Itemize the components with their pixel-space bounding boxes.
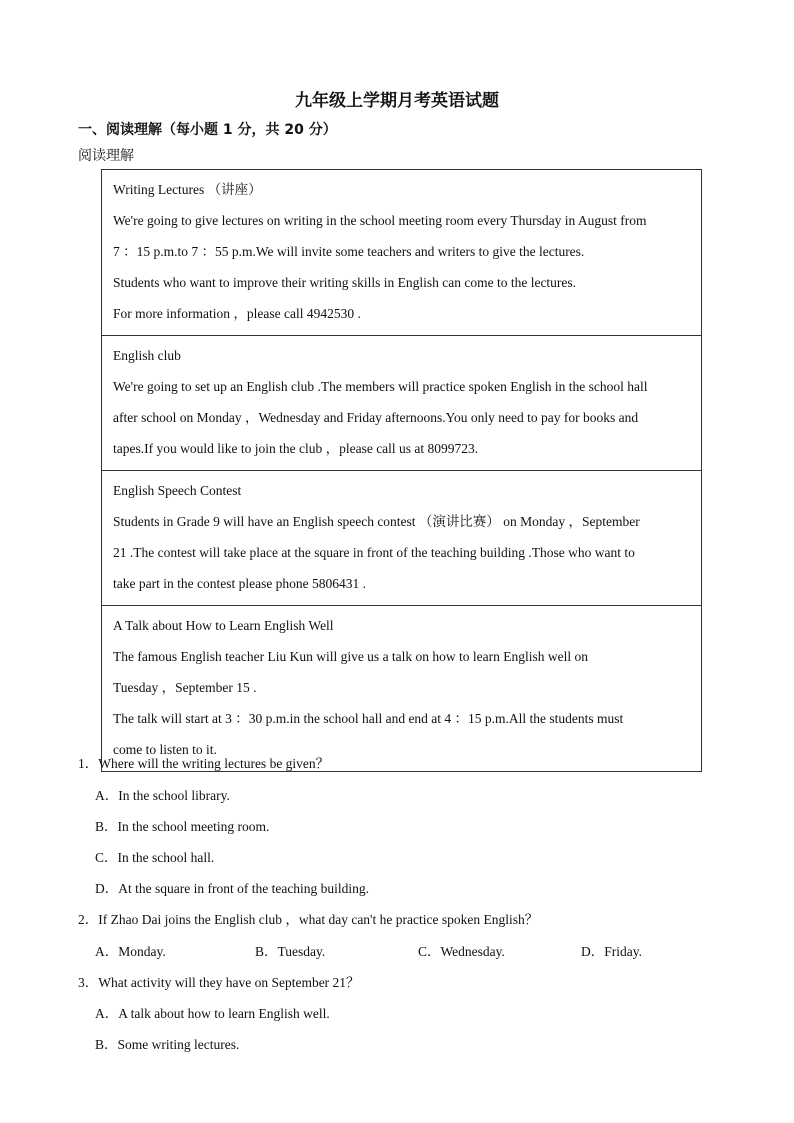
q3-option-a[interactable]: A．A talk about how to learn English well. <box>95 1006 330 1021</box>
notice-line: take part in the contest please phone 5806431 . <box>113 576 367 591</box>
notice-line: come to listen to it. <box>113 742 217 757</box>
notice-line: The famous English teacher Liu Kun will give us a talk on how to learn English well on <box>113 649 589 664</box>
notice-line: 7 ：15 p.m.to 7 ：55 p.m.We will invite some teachers and writers to give the lectures. <box>113 244 585 259</box>
page-title: 九年级上学期月考英语试题 <box>295 91 499 111</box>
notice-line: Tuesday ，September 15 . <box>113 680 257 695</box>
q1-option-b[interactable]: B．In the school meeting room. <box>95 819 270 834</box>
notice-line: For more information ，please call 4942530 . <box>113 306 361 321</box>
notice-writing-lectures <box>102 170 701 336</box>
q2-option-d[interactable]: D．Friday. <box>581 944 642 959</box>
notice-heading: A Talk about How to Learn English Well <box>113 618 334 633</box>
q1-option-d[interactable]: D．At the square in front of the teaching building. <box>95 881 370 896</box>
notice-speech-contest <box>102 471 701 606</box>
notice-line: We're going to give lectures on writing in the school meeting room every Thursday in August from <box>113 213 647 228</box>
section-heading: 一、阅读理解（每小题 1 分，共 20 分） <box>78 122 337 138</box>
q2-option-a[interactable]: A．Monday. <box>95 944 166 959</box>
q2-option-b[interactable]: B．Tuesday. <box>255 944 326 959</box>
notice-line: after school on Monday ，Wednesday and Friday afternoons.You only need to pay for books and <box>113 410 639 425</box>
notice-heading: English club <box>113 348 181 363</box>
notices-table <box>101 169 702 772</box>
question-3: 3．What activity will they have on September 21？ <box>78 975 360 990</box>
notice-line: Students in Grade 9 will have an English speech contest （演讲比赛） on Monday ，September <box>113 514 640 529</box>
q3-option-b[interactable]: B．Some writing lectures. <box>95 1037 240 1052</box>
notice-heading: Writing Lectures （讲座） <box>113 182 262 197</box>
q1-option-c[interactable]: C．In the school hall. <box>95 850 215 865</box>
q2-option-c[interactable]: C．Wednesday. <box>418 944 505 959</box>
notice-english-talk <box>102 606 701 771</box>
q1-option-a[interactable]: A．In the school library. <box>95 788 230 803</box>
notice-line: We're going to set up an English club .The members will practice spoken English in the school hall <box>113 379 648 394</box>
subsection-heading: 阅读理解 <box>78 148 134 164</box>
notice-line: The talk will start at 3 ：30 p.m.in the school hall and end at 4 ：15 p.m.All the students must <box>113 711 624 726</box>
question-1: 1．Where will the writing lectures be given？ <box>78 756 330 771</box>
notice-heading: English Speech Contest <box>113 483 242 498</box>
notice-line: Students who want to improve their writing skills in English can come to the lectures. <box>113 275 577 290</box>
notice-line: tapes.If you would like to join the club ，please call us at 8099723. <box>113 441 479 456</box>
notice-english-club <box>102 336 701 471</box>
notice-line: 21 .The contest will take place at the square in front of the teaching building .Those who want to <box>113 545 635 560</box>
question-2: 2．If Zhao Dai joins the English club ，what day can't he practice spoken English？ <box>78 912 539 927</box>
